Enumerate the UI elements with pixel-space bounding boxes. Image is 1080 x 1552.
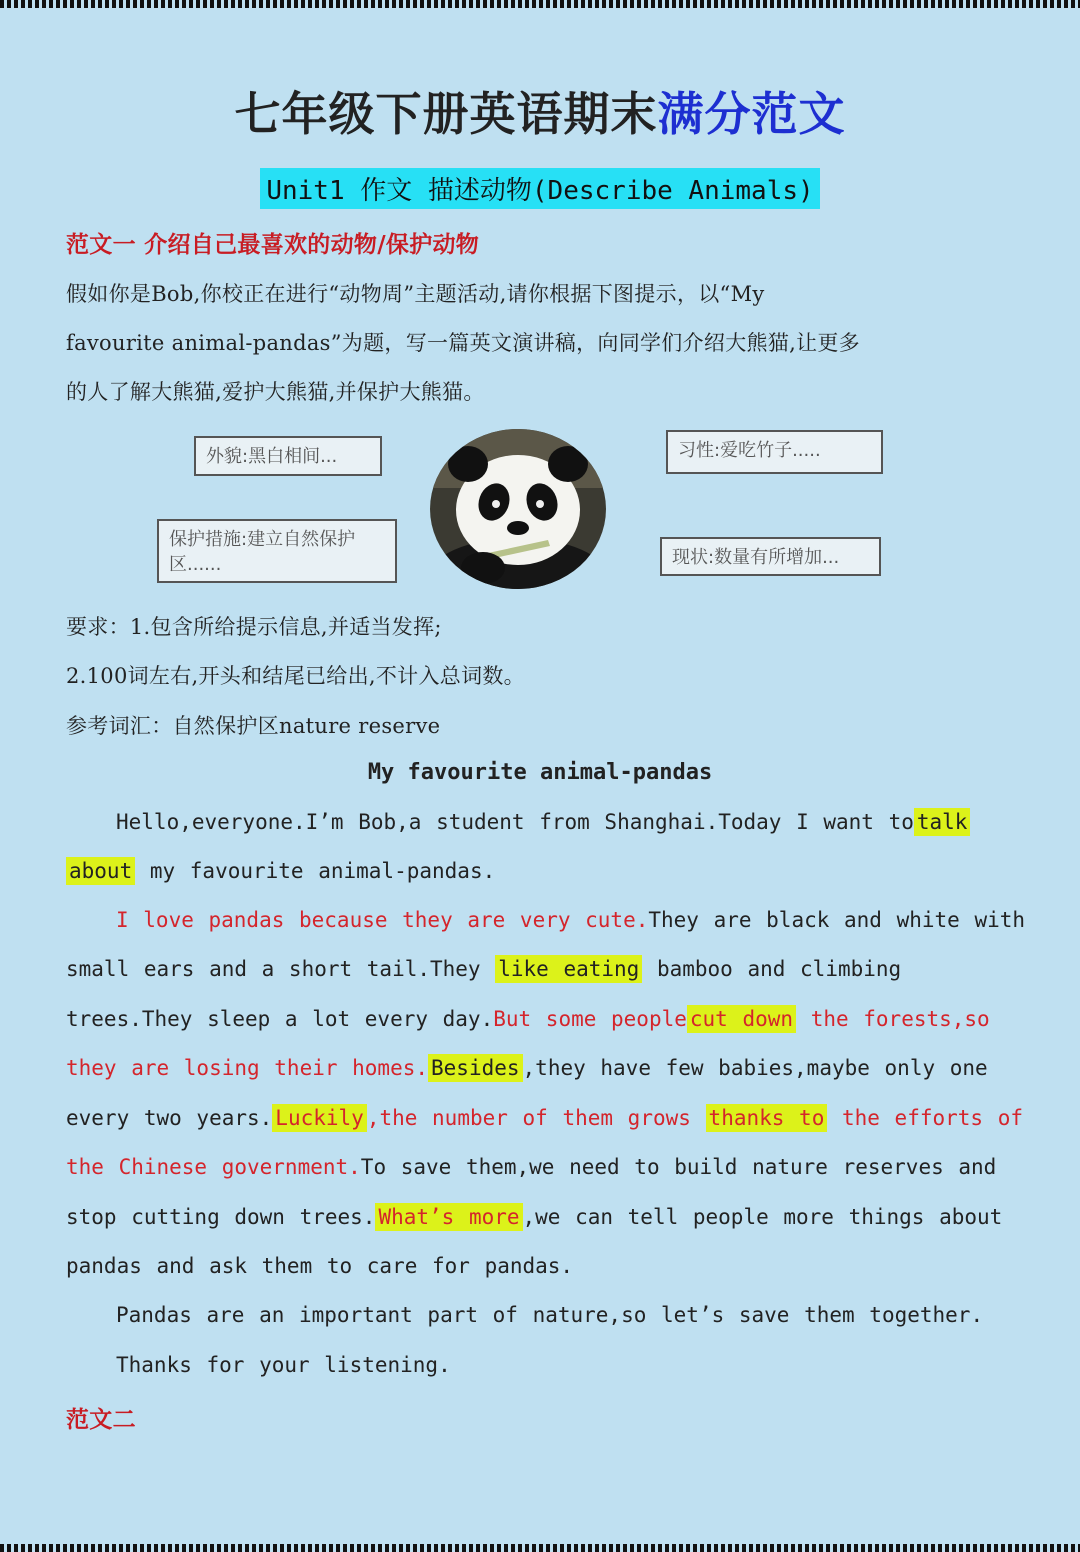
essay-line-7: every two years. Luckily ,the number of them grows thanks to the efforts of (66, 1106, 1023, 1130)
essay-line-11: Pandas are an important part of nature,so let’s save them together. (116, 1303, 984, 1327)
highlight-besides: Besides (428, 1054, 523, 1082)
section2-heading: 范文二 (66, 1406, 136, 1433)
page-title (0, 78, 1080, 144)
essay-line-6: they are losing their homes. Besides ,they have few babies,maybe only one (66, 1056, 988, 1080)
title-blue-part: 满分范文 (657, 87, 846, 141)
unit-subtitle: Unit1 作文 描述动物(Describe Animals) (260, 168, 819, 209)
essay-title: My favourite animal-pandas (367, 760, 713, 785)
title-black-part: 七年级下册英语期末 (234, 87, 658, 141)
essay-line-1: Hello,everyone.I’m Bob,a student from Shanghai.Today I want to talk (116, 810, 970, 834)
essay-line-4: small ears and a short tail.They like eating bamboo and climbing (66, 957, 902, 981)
prompt-line-3: 的人了解大熊猫,爱护大熊猫,并保护大熊猫。 (66, 380, 485, 404)
essay-line-10: pandas and ask them to care for pandas. (66, 1254, 574, 1278)
essay-line-5: trees.They sleep a lot every day.But some people cut down the forests,so (66, 1007, 990, 1031)
section1-heading: 范文一 介绍自己最喜欢的动物/保护动物 (66, 231, 480, 258)
essay-line-8: the Chinese government.To save them,we need to build nature reserves and (66, 1155, 997, 1179)
reference-vocab: 参考词汇：自然保护区nature reserve (66, 714, 441, 738)
panda-image (428, 428, 608, 590)
requirement-1: 要求：1.包含所给提示信息,并适当发挥; (66, 615, 442, 639)
essay-line-3: I love pandas because they are very cute.They are black and white with (116, 908, 1026, 932)
hint-box-appearance: 外貌:黑白相间... (194, 436, 382, 476)
bottom-dotted-border (0, 1544, 1080, 1552)
highlight-talk: talk (914, 808, 971, 836)
hint-box-protection: 保护措施:建立自然保护区...... (157, 519, 397, 583)
highlight-thanks-to: thanks to (706, 1104, 828, 1132)
highlight-whats-more: What’s more (375, 1203, 522, 1231)
highlight-luckily: Luckily (272, 1104, 367, 1132)
hint-box-status: 现状:数量有所增加... (660, 537, 881, 576)
highlight-about: about (66, 857, 135, 885)
prompt-line-2: favourite animal-pandas”为题，写一篇英文演讲稿，向同学们介绍大熊猫,让更多 (66, 331, 860, 355)
essay-line-2: about my favourite animal-pandas. (66, 859, 495, 883)
essay-line-9: stop cutting down trees. What’s more ,we can tell people more things about (66, 1205, 1003, 1229)
requirement-2: 2.100词左右,开头和结尾已给出,不计入总词数。 (66, 664, 525, 688)
prompt-line-1: 假如你是Bob,你校正在进行“动物周”主题活动,请你根据下图提示，以“My (66, 282, 765, 306)
hint-box-habit: 习性:爱吃竹子..... (666, 430, 883, 474)
highlight-like-eating: like eating (495, 955, 642, 983)
top-dotted-border (0, 0, 1080, 8)
essay-line-12: Thanks for your listening. (116, 1353, 451, 1377)
highlight-cut-down: cut down (687, 1005, 796, 1033)
